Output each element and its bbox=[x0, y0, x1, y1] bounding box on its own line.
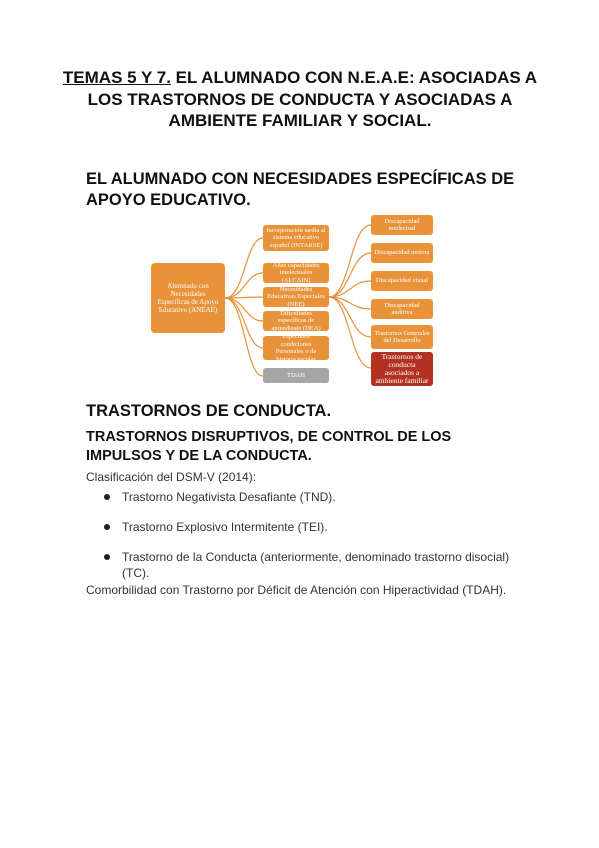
list-item-text: Trastorno Explosivo Intermitente (TEI). bbox=[122, 520, 328, 534]
bullet-icon bbox=[104, 554, 110, 560]
bullet-icon bbox=[104, 524, 110, 530]
diagram-node-intarse: Incorporación tardía al sistema educativo español (INTARSE) bbox=[263, 225, 329, 251]
page-title bbox=[60, 67, 540, 132]
neae-diagram bbox=[150, 213, 450, 393]
title-text: EL ALUMNADO CON N.E.A.E: ASOCIADAS A LOS TRASTORNOS DE CONDUCTA Y ASOCIADAS A AMBIENTE FAMILIAR Y SOCIAL. bbox=[87, 68, 538, 130]
dsm-intro: Clasificación del DSM-V (2014): bbox=[86, 470, 257, 484]
list-item bbox=[104, 519, 524, 535]
disorder-list bbox=[104, 489, 524, 595]
diagram-node-nee: Necesidades Educativas Especiales (NEE) bbox=[263, 287, 329, 307]
diagram-node-dea: Dificultades específicas de aprendizaje (DEA) bbox=[263, 311, 329, 331]
diagram-node-disc-auditiva: Discapacidad auditiva bbox=[371, 299, 433, 319]
list-item bbox=[104, 489, 524, 505]
title-prefix: TEMAS 5 Y 7. bbox=[62, 68, 171, 87]
diagram-node-trastornos-conducta: Trastornos de conducta asociados a ambiente familiar bbox=[371, 352, 433, 386]
diagram-node-disc-visual: Discapacidad visual bbox=[371, 271, 433, 291]
diagram-node-especiales: Especiales condiciones Personales o de historia escolar bbox=[263, 336, 329, 360]
list-item bbox=[104, 549, 524, 581]
diagram-node-tgd: Trastornos Generales del Desarrollo bbox=[371, 325, 433, 349]
diagram-node-disc-intelectual: Discapacidad intelectual bbox=[371, 215, 433, 235]
diagram-node-tdah: TDAH bbox=[263, 368, 329, 383]
list-item-text: Trastorno Negativista Desafiante (TND). bbox=[122, 490, 336, 504]
comorbidity-text: Comorbilidad con Trastorno por Déficit de Atención con Hiperactividad (TDAH). bbox=[86, 583, 507, 597]
diagram-node-disc-motora: Discapacidad motora bbox=[371, 243, 433, 263]
diagram-node-alcain: Altas capacidades intelectuales (ALCAIN) bbox=[263, 263, 329, 283]
list-item-text: Trastorno de la Conducta (anteriormente, denominado trastorno disocial) (TC). bbox=[122, 550, 510, 580]
bullet-icon bbox=[104, 494, 110, 500]
diagram-root-node: Alumnado con Necesidades Específicas de Apoyo Educativo (ANEAE) bbox=[151, 263, 225, 333]
section2-heading: TRASTORNOS DE CONDUCTA. bbox=[86, 402, 332, 420]
section2-subheading: TRASTORNOS DISRUPTIVOS, DE CONTROL DE LOS IMPULSOS Y DE LA CONDUCTA. bbox=[86, 429, 452, 464]
section1-heading: EL ALUMNADO CON NECESIDADES ESPECÍFICAS DE APOYO EDUCATIVO. bbox=[86, 170, 515, 209]
